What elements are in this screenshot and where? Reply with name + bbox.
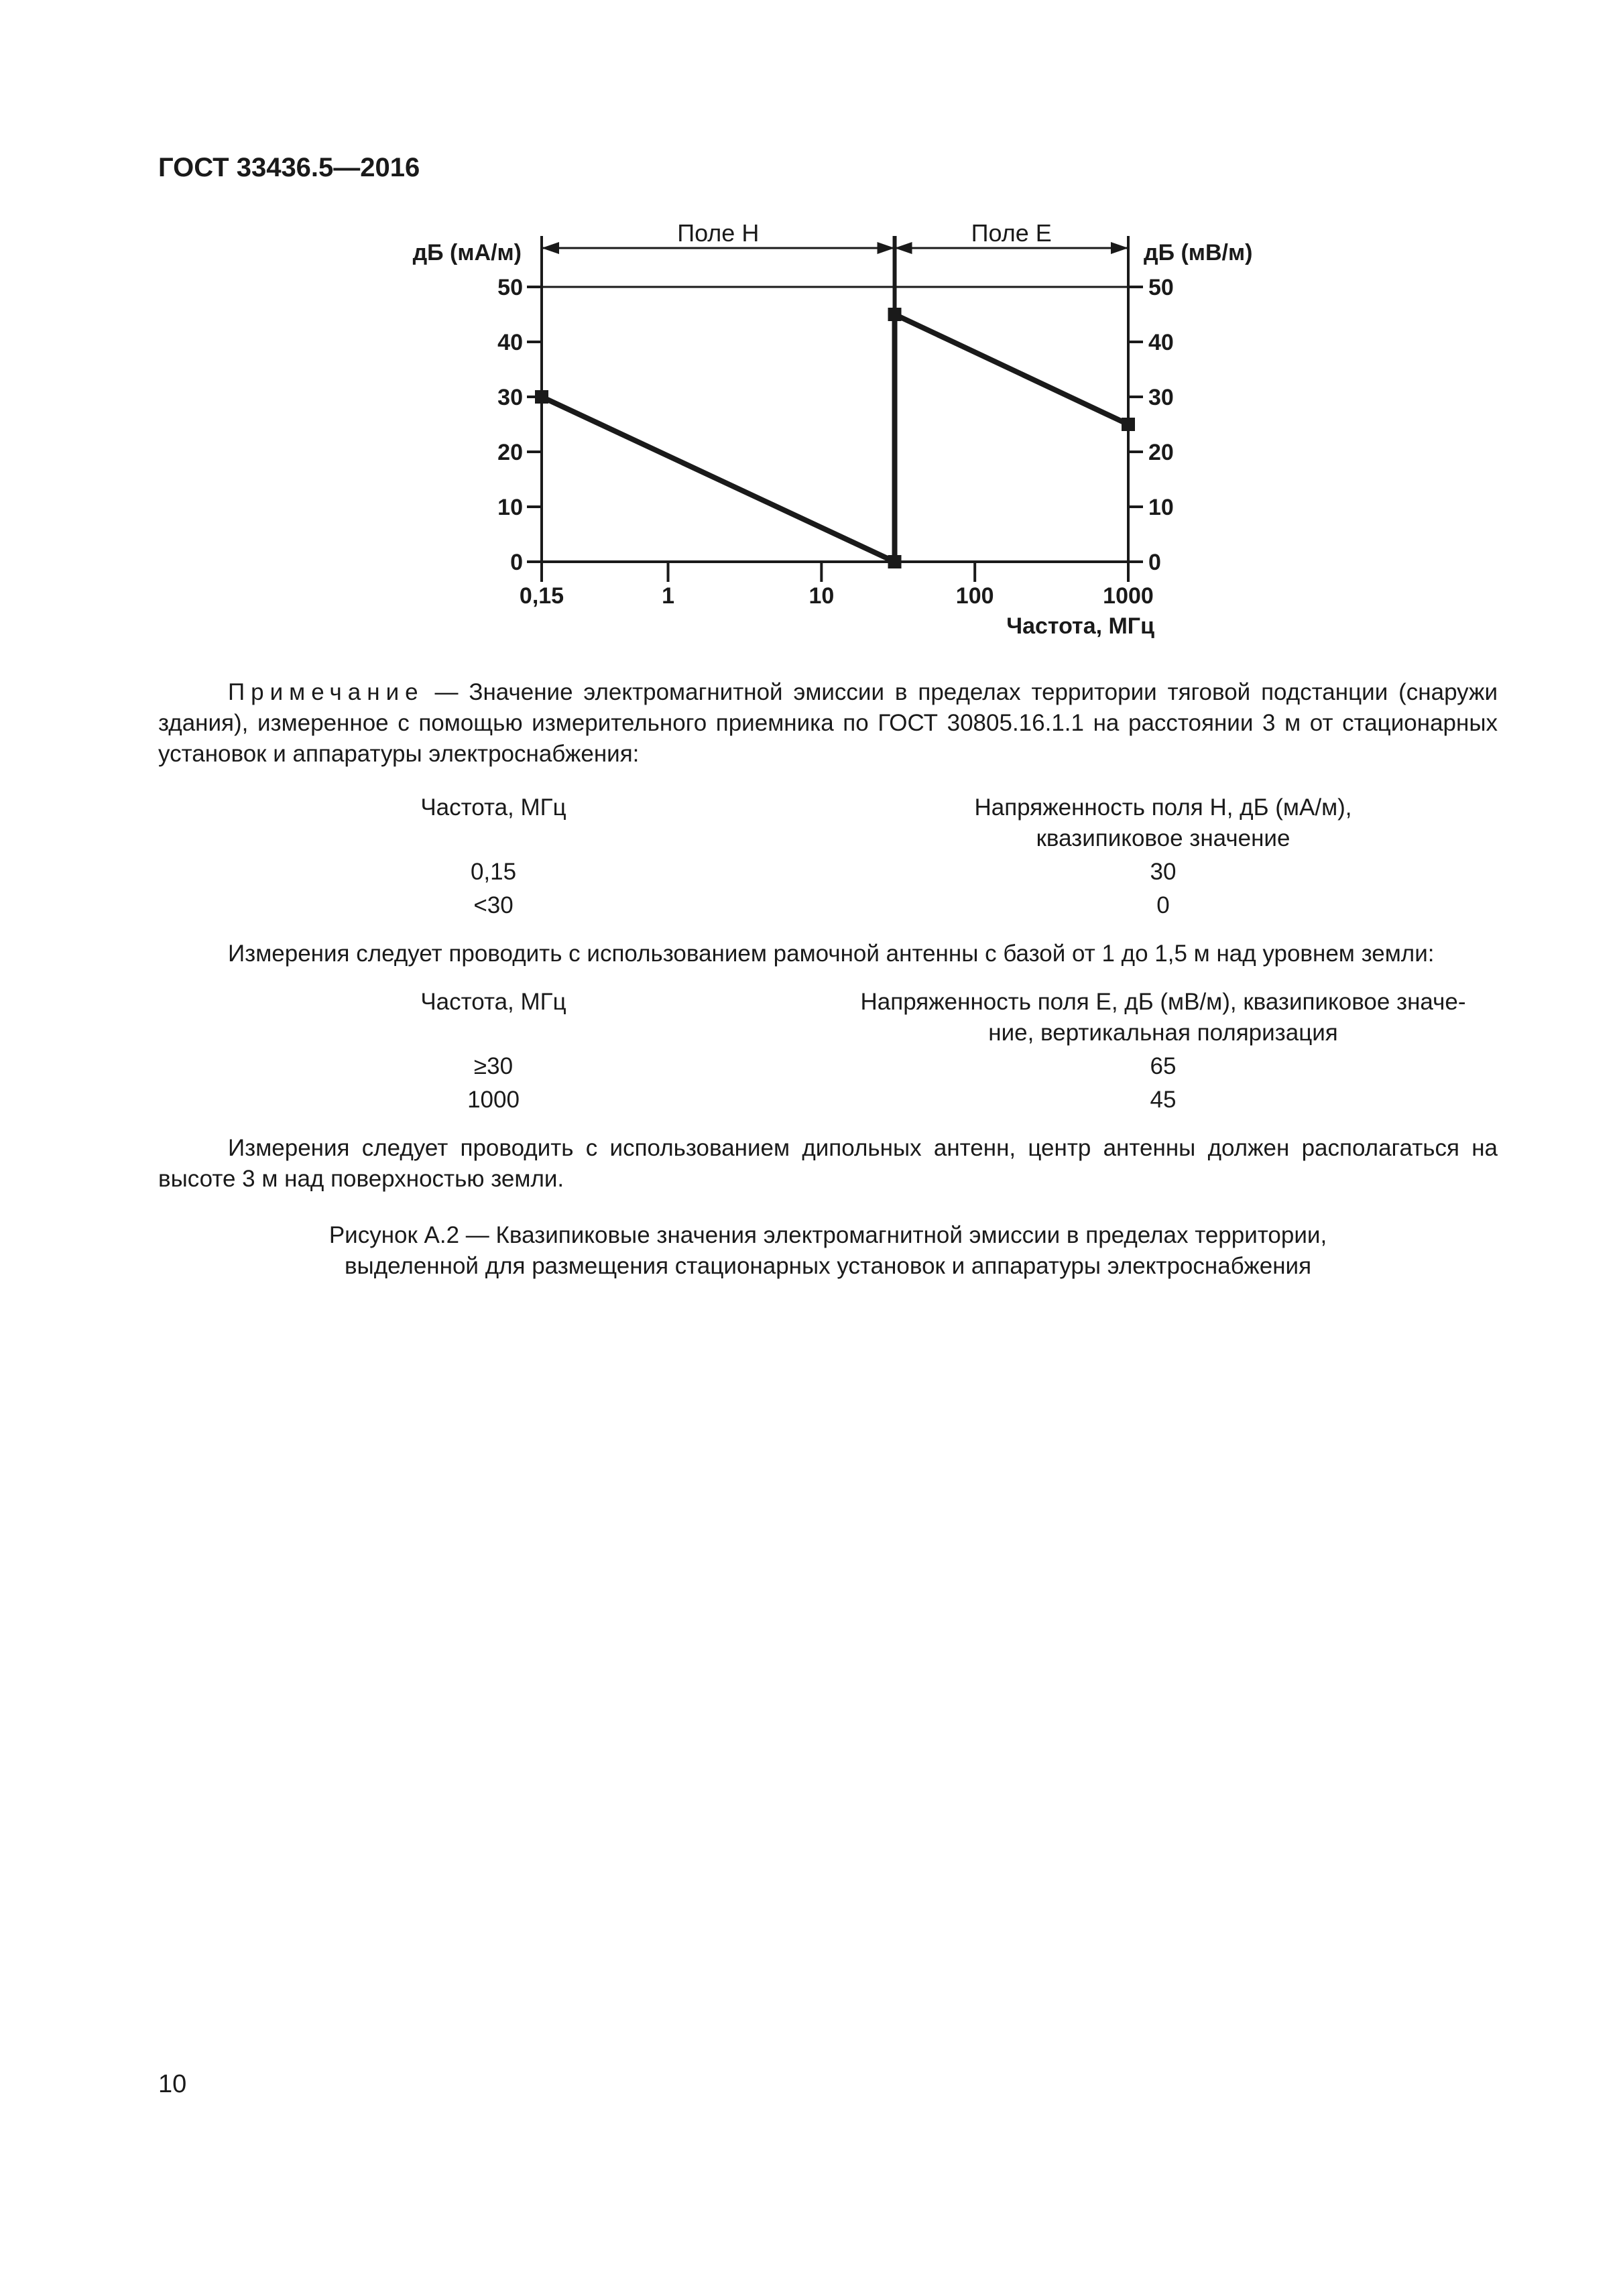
- table-row: [158, 857, 1498, 890]
- x-tick-label: 1000: [1103, 583, 1154, 609]
- data-point: [535, 390, 548, 404]
- note-paragraph: [158, 677, 1498, 770]
- table-e-col1-header: Частота, МГц: [420, 989, 566, 1015]
- x-tick-label: 1: [662, 583, 674, 609]
- band-label: Поле E: [971, 219, 1052, 247]
- table-row: [158, 1051, 1498, 1085]
- y-tick-label-right: 0: [1148, 550, 1161, 575]
- figure-caption-line1: Рисунок А.2 — Квазипиковые значения электромагнитной эмиссии в пределах территории,: [328, 1222, 1327, 1248]
- y-tick-label-right: 20: [1148, 440, 1174, 465]
- table-h-col1-header: Частота, МГц: [420, 794, 566, 821]
- table-row: [158, 1085, 1498, 1118]
- table-h-freq: <30: [473, 892, 514, 918]
- table-e: [158, 987, 1498, 1118]
- y-tick-label-right: 40: [1148, 330, 1174, 355]
- table-e-freq: 1000: [467, 1087, 520, 1113]
- y-axis-label-left: дБ (мА/м): [412, 240, 522, 265]
- table-row: [158, 890, 1498, 924]
- y-tick-label-left: 0: [510, 550, 523, 575]
- band-arrowhead: [878, 242, 895, 254]
- table-h-col2-header-line2: квазипиковое значение: [1036, 825, 1290, 851]
- y-axis-label-right: дБ (мВ/м): [1144, 240, 1253, 265]
- x-tick-label: 10: [808, 583, 835, 609]
- table-h-col2-header: [829, 792, 1498, 854]
- table-e-col2-header-line1: Напряженность поля E, дБ (мВ/м), квазипиковое значе-: [860, 989, 1466, 1015]
- y-tick-label-right: 30: [1148, 385, 1174, 410]
- table-h-value: 0: [1156, 892, 1170, 918]
- band-arrowhead: [1111, 242, 1128, 254]
- figure-caption: [158, 1220, 1498, 1282]
- y-tick-label-left: 20: [497, 440, 523, 465]
- table-e-header: [158, 987, 1498, 1051]
- table-e-col2-header-line2: ние, вертикальная поляризация: [988, 1020, 1338, 1046]
- table-h: [158, 792, 1498, 924]
- data-point: [1122, 418, 1135, 431]
- band-arrowhead: [895, 242, 912, 254]
- note-text: — Значение электромагнитной эмиссии в пределах территории тяговой подстанции (снаружи здания), измеренное с помощью измерительного приемника по ГОСТ 30805.16.1.1 на расстоянии 3 м от стационарных установок и аппаратуры электроснабжения:: [158, 679, 1498, 767]
- table-e-col2-header: [829, 987, 1498, 1048]
- data-point: [888, 308, 902, 321]
- emission-chart: [0, 0, 1623, 670]
- x-tick-label: 100: [955, 583, 994, 609]
- band-label: Поле H: [677, 219, 760, 247]
- band-arrowhead: [542, 242, 559, 254]
- table-e-freq: ≥30: [473, 1053, 514, 1079]
- y-tick-label-left: 30: [497, 385, 523, 410]
- page-number: 10: [158, 2070, 187, 2098]
- table-e-value: 45: [1150, 1087, 1177, 1113]
- table-h-col2-header-line1: Напряженность поля H, дБ (мА/м),: [974, 794, 1352, 821]
- table-h-value: 30: [1150, 859, 1177, 885]
- y-tick-label-left: 40: [497, 330, 523, 355]
- y-tick-label-right: 50: [1148, 275, 1174, 300]
- x-axis-label: Частота, МГц: [1006, 613, 1154, 639]
- table-e-value: 65: [1150, 1053, 1177, 1079]
- y-tick-label-right: 10: [1148, 495, 1174, 520]
- measure-e-paragraph: Измерения следует проводить с использованием дипольных антенн, центр антенны должен располагаться на высоте 3 м над поверхностью земли.: [158, 1135, 1498, 1192]
- table-h-freq: 0,15: [470, 859, 517, 885]
- table-h-header: [158, 792, 1498, 857]
- x-tick-label: 0,15: [519, 583, 564, 609]
- y-tick-label-left: 50: [497, 275, 523, 300]
- y-tick-label-left: 10: [497, 495, 523, 520]
- series-line: [542, 314, 1128, 562]
- data-point: [888, 555, 902, 568]
- measure-h-paragraph: Измерения следует проводить с использованием рамочной антенны с базой от 1 до 1,5 м над уровнем земли:: [228, 941, 1435, 967]
- document-code: ГОСТ 33436.5—2016: [158, 153, 420, 182]
- figure-caption-line2: выделенной для размещения стационарных установок и аппаратуры электроснабжения: [344, 1253, 1312, 1279]
- note-prefix: Примечание: [228, 679, 424, 705]
